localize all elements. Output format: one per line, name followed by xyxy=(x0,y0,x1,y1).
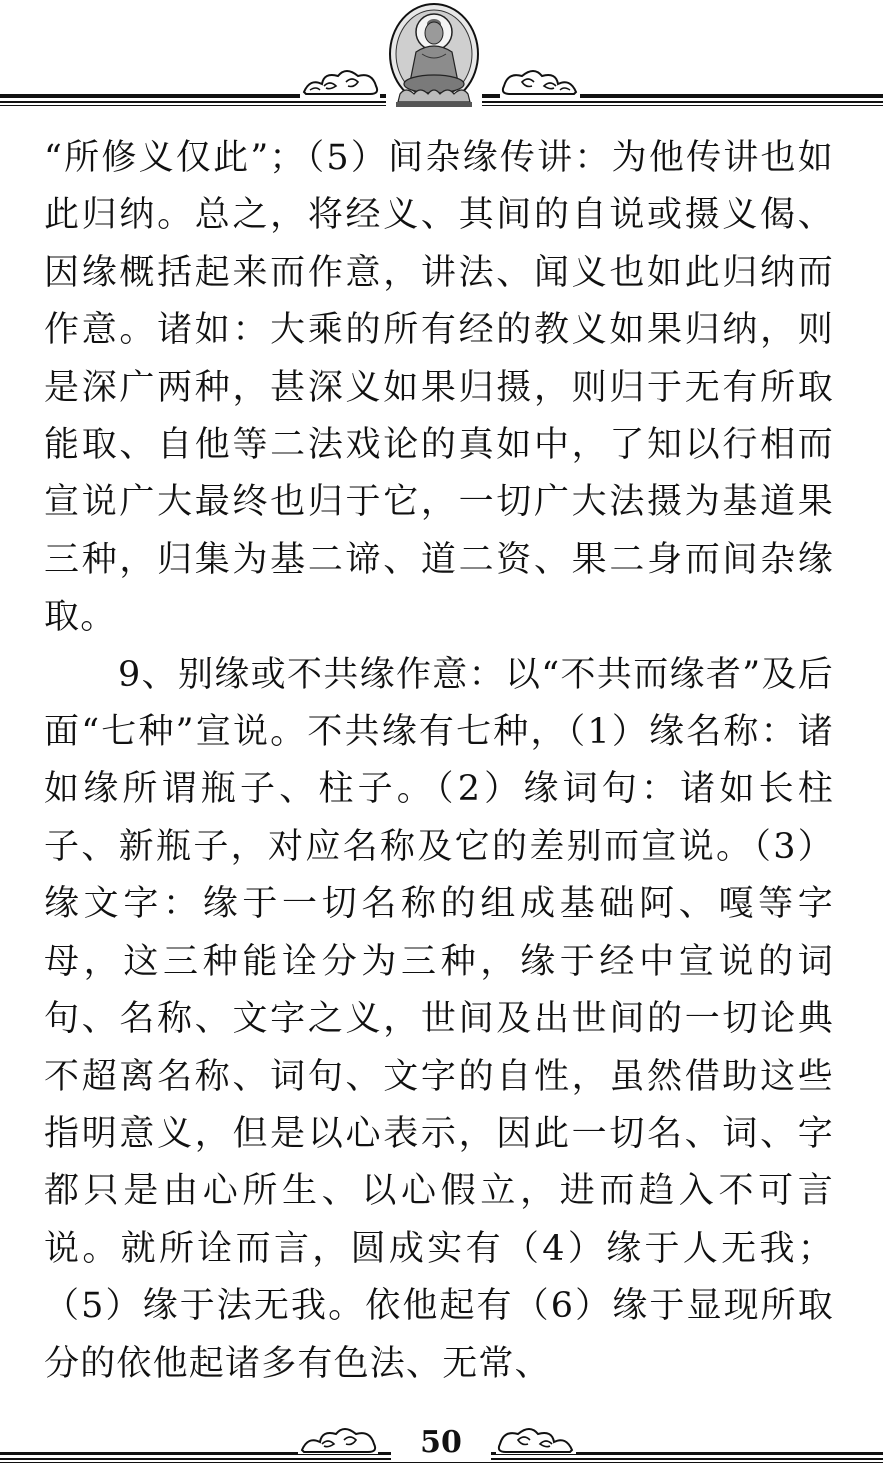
cloud-left-icon xyxy=(300,68,380,98)
footer-rule xyxy=(0,1462,883,1463)
page-number: 50 xyxy=(391,1425,491,1460)
cloud-right-icon xyxy=(500,68,580,98)
body-text xyxy=(44,130,834,1393)
footer-cloud-left-icon xyxy=(298,1424,378,1454)
paragraph: “所修义仅此”；（5）间杂缘传讲：为他传讲也如此归纳。总之，将经义、其间的自说或摄义偈、因缘概括起来而作意，讲法、闻义也如此归纳而作意。诸如：大乘的所有经的教义如果归纳，则是深广两种，甚深义如果归摄，则归于无有所取能取、自他等二法戏论的真如中，了知以行相而宣说广大最终也归于它，一切广大法摄为基道果三种，归集为基二谛、道二资、果二身而间杂缘取。 xyxy=(44,138,834,638)
footer-cloud-right-icon xyxy=(496,1424,576,1454)
paragraph: 9、别缘或不共缘作意：以“不共而缘者”及后面“七种”宣说。不共缘有七种，（1）缘名称：诸如缘所谓瓶子、柱子。（2）缘词句：诸如长柱子、新瓶子，对应名称及它的差别而宣说。（3）缘文字：缘于一切名称的组成基础阿、嘎等字母，这三种能诠分为三种，缘于经中宣说的词句、名称、文字之义，世间及出世间的一切论典不超离名称、词句、文字的自性，虽然借助这些指明意义，但是以心表示，因此一切名、词、字都只是由心所生、以心假立，进而趋入不可言说。就所诠而言，圆成实有（4）缘于人无我；（5）缘于法无我。依他起有（6）缘于显现所取分的依他起诸多有色法、无常、 xyxy=(44,654,834,1384)
buddha-icon xyxy=(386,2,482,108)
